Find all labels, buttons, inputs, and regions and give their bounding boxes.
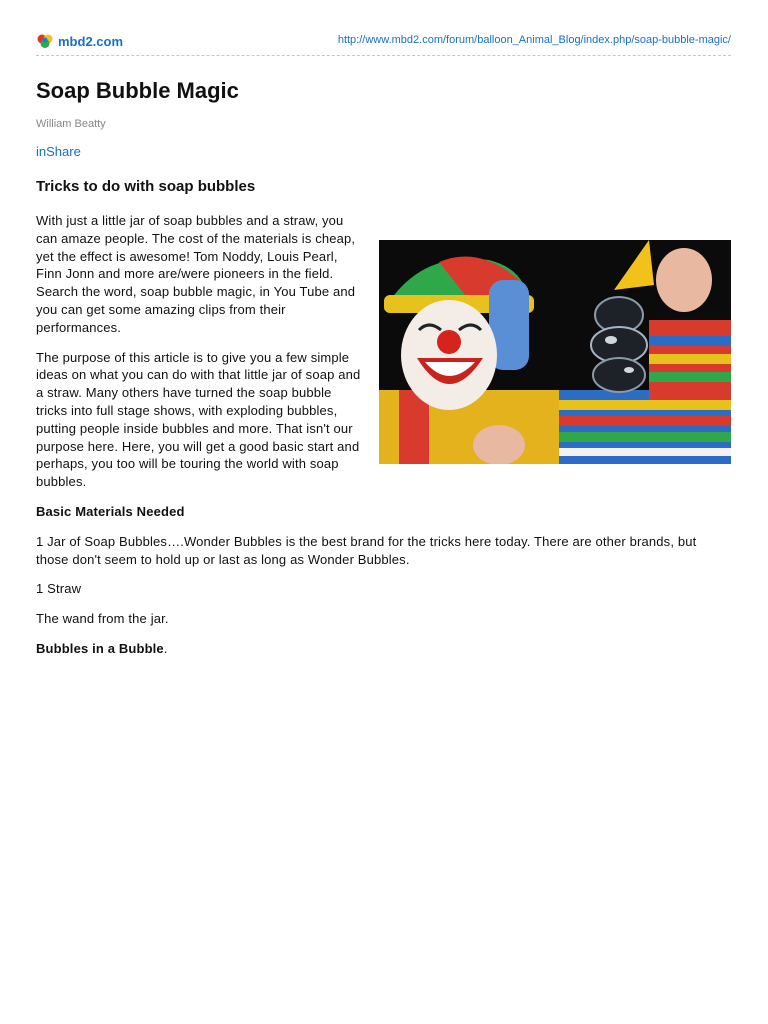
header-divider [36, 55, 731, 56]
linkedin-share-link[interactable]: inShare [36, 144, 81, 159]
bubbles-in-bubble-heading-line [36, 640, 731, 658]
purpose-paragraph: The purpose of this article is to give you a few simple ideas on what you can do with that little jar of soap and a straw. Many others have turned the soap bubble tricks into full stage shows, with exploding bubbles, putting people inside bubbles and more. That isn't our purpose here. Here, you will get a good basic start and perhaps, you too will be touring the world with soap bubbles. [36, 349, 361, 490]
article-body [36, 178, 731, 670]
bubbles-in-bubble-heading: Bubbles in a Bubble [36, 640, 164, 656]
clown-bubble-photo [379, 240, 731, 464]
heading-period: . [163, 640, 168, 656]
materials-heading: Basic Materials Needed [36, 503, 185, 519]
author-name: William Beatty [36, 118, 106, 130]
site-name[interactable]: mbd2.com [58, 33, 124, 49]
balloon-logo-icon [36, 32, 54, 50]
material-item-jar: 1 Jar of Soap Bubbles….Wonder Bubbles is the best brand for the tricks here today. There are other brands, but those don't seem to hold up or last as long as Wonder Bubbles. [36, 533, 697, 567]
page-url-link[interactable]: http://www.mbd2.com/forum/balloon_Animal_Blog/index.php/soap-bubble-magic/ [337, 34, 731, 46]
article-subtitle: Tricks to do with soap bubbles [36, 178, 256, 195]
material-item-straw: 1 Straw [36, 581, 82, 597]
site-link[interactable] [36, 32, 123, 50]
material-item-wand: The wand from the jar. [36, 611, 169, 627]
page-header [36, 32, 731, 52]
page-title: Soap Bubble Magic [36, 78, 239, 103]
intro-paragraph: With just a little jar of soap bubbles and a straw, you can amaze people. The cost of the materials is cheap, yet the effect is awesome! Tom Noddy, Louis Pearl, Finn Jonn and more are/were pioneers in the field. Search the word, soap bubble magic, in You Tube and you can get some amazing clips from their performances. [36, 213, 356, 335]
